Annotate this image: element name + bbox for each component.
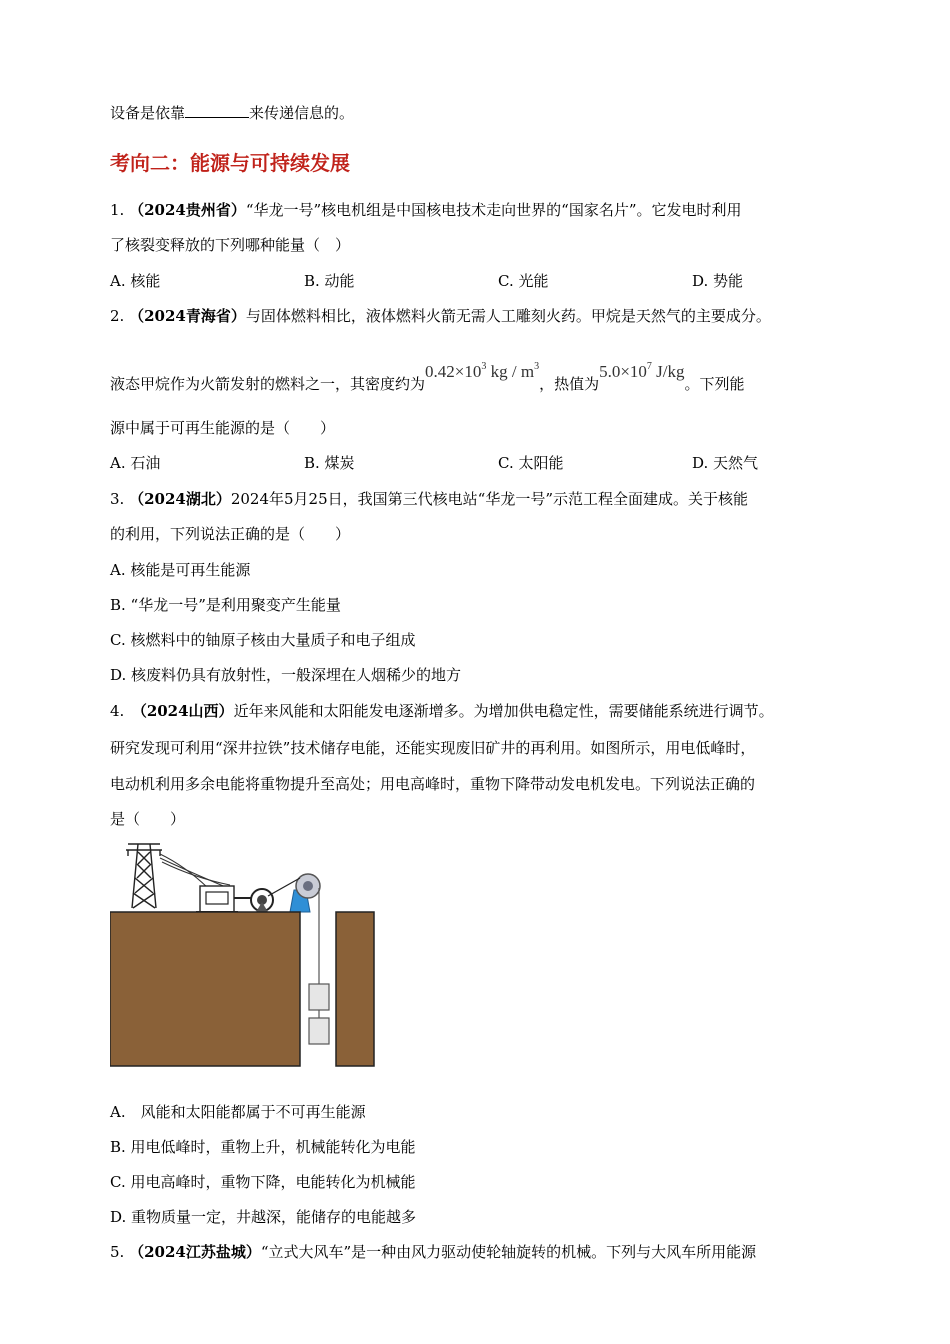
q2-line1: 2. （2024青海省）与固体燃料相比，液体燃料火箭无需人工雕刻火药。甲烷是天然气的主要成分。 bbox=[110, 307, 771, 325]
density-formula: $0.42\times 10^3$ kg / $m^3$ bbox=[425, 361, 540, 381]
q4-line2: 研究发现可利用“深井拉铁”技术储存电能，还能实现废旧矿井的再利用。如图所示，用电低峰时， bbox=[110, 739, 756, 757]
q2-option-a[interactable]: A. 石油 bbox=[110, 454, 161, 472]
q2-line3: 源中属于可再生能源的是（ ） bbox=[110, 419, 336, 437]
q4-option-b[interactable]: B. 用电低峰时，重物上升，机械能转化为电能 bbox=[110, 1138, 416, 1156]
q2-option-b[interactable]: B. 煤炭 bbox=[304, 454, 355, 472]
ground-left bbox=[110, 912, 300, 1066]
q3-line1: 3. （2024湖北）2024年5月25日，我国第三代核电站“华龙一号”示范工程全面建成。关于核能 bbox=[110, 490, 748, 508]
pulley-icon bbox=[268, 874, 320, 912]
q4-line1: 4. （2024山西）近年来风能和太阳能发电逐渐增多。为增加供电稳定性，需要储能系统进行调节。 bbox=[110, 702, 774, 720]
q3-option-c[interactable]: C. 核燃料中的铀原子核由大量质子和电子组成 bbox=[110, 631, 416, 649]
ground-right bbox=[336, 912, 374, 1066]
q2-line2: 液态甲烷作为火箭发射的燃料之一，其密度约为$0.42\times 10^3$ kg / $m^3$，热值为$5.0\times 10^7$ J/kg。下列能 bbox=[110, 361, 745, 393]
motor-generator-icon bbox=[196, 886, 238, 912]
q5-line1: 5. （2024江苏盐城）“立式大风车”是一种由风力驱动使轮轴旋转的机械。下列与大风车所用能源 bbox=[110, 1243, 757, 1261]
transmission-tower-icon bbox=[126, 844, 162, 908]
q5-source: （2024江苏盐城） bbox=[129, 1243, 261, 1261]
q4-option-d[interactable]: D. 重物质量一定，井越深，能储存的电能越多 bbox=[110, 1208, 417, 1226]
heat-value-formula: $5.0\times 10^7$ J/kg bbox=[599, 361, 685, 381]
q3-line2: 的利用，下列说法正确的是（ ） bbox=[110, 525, 351, 543]
q1-source: （2024贵州省） bbox=[129, 201, 246, 219]
q3-option-b[interactable]: B. “华龙一号”是利用聚变产生能量 bbox=[110, 596, 341, 614]
power-lines bbox=[160, 854, 230, 888]
q1-option-c[interactable]: C. 光能 bbox=[498, 272, 549, 290]
q1-line1: 1. （2024贵州省）“华龙一号”核电机组是中国核电技术走向世界的“国家名片”。它发电时利用 bbox=[110, 201, 742, 219]
q2-option-d[interactable]: D. 天然气 bbox=[692, 454, 759, 472]
q2-source: （2024青海省） bbox=[129, 307, 246, 325]
q1-option-d[interactable]: D. 势能 bbox=[692, 272, 744, 290]
q4-option-a[interactable]: A. 风能和太阳能都属于不可再生能源 bbox=[110, 1103, 366, 1121]
q1-line2: 了核裂变释放的下列哪种能量（ ） bbox=[110, 236, 351, 254]
q4-source: （2024山西） bbox=[139, 702, 234, 720]
q4-option-c[interactable]: C. 用电高峰时，重物下降，电能转化为机械能 bbox=[110, 1173, 416, 1191]
q4-line4: 是（ ） bbox=[110, 810, 186, 828]
q1-option-b[interactable]: B. 动能 bbox=[304, 272, 355, 290]
q3-option-a[interactable]: A. 核能是可再生能源 bbox=[110, 561, 251, 579]
heavy-weights-icon bbox=[309, 978, 329, 1044]
q3-option-d[interactable]: D. 核废料仍具有放射性，一般深埋在人烟稀少的地方 bbox=[110, 666, 462, 684]
section-title: 考向二：能源与可持续发展 bbox=[110, 151, 350, 175]
winch-drum-icon bbox=[234, 889, 273, 912]
answer-blank[interactable] bbox=[185, 103, 249, 118]
top-line: 设备是依靠 来传递信息的。 bbox=[110, 104, 355, 122]
q2-option-c[interactable]: C. 太阳能 bbox=[498, 454, 564, 472]
q4-line3: 电动机利用多余电能将重物提升至高处；用电高峰时，重物下降带动发电机发电。下列说法正确的 bbox=[110, 775, 756, 793]
deep-shaft-storage-diagram bbox=[110, 838, 380, 1070]
q1-option-a[interactable]: A. 核能 bbox=[110, 272, 161, 290]
q3-source: （2024湖北） bbox=[129, 490, 231, 508]
